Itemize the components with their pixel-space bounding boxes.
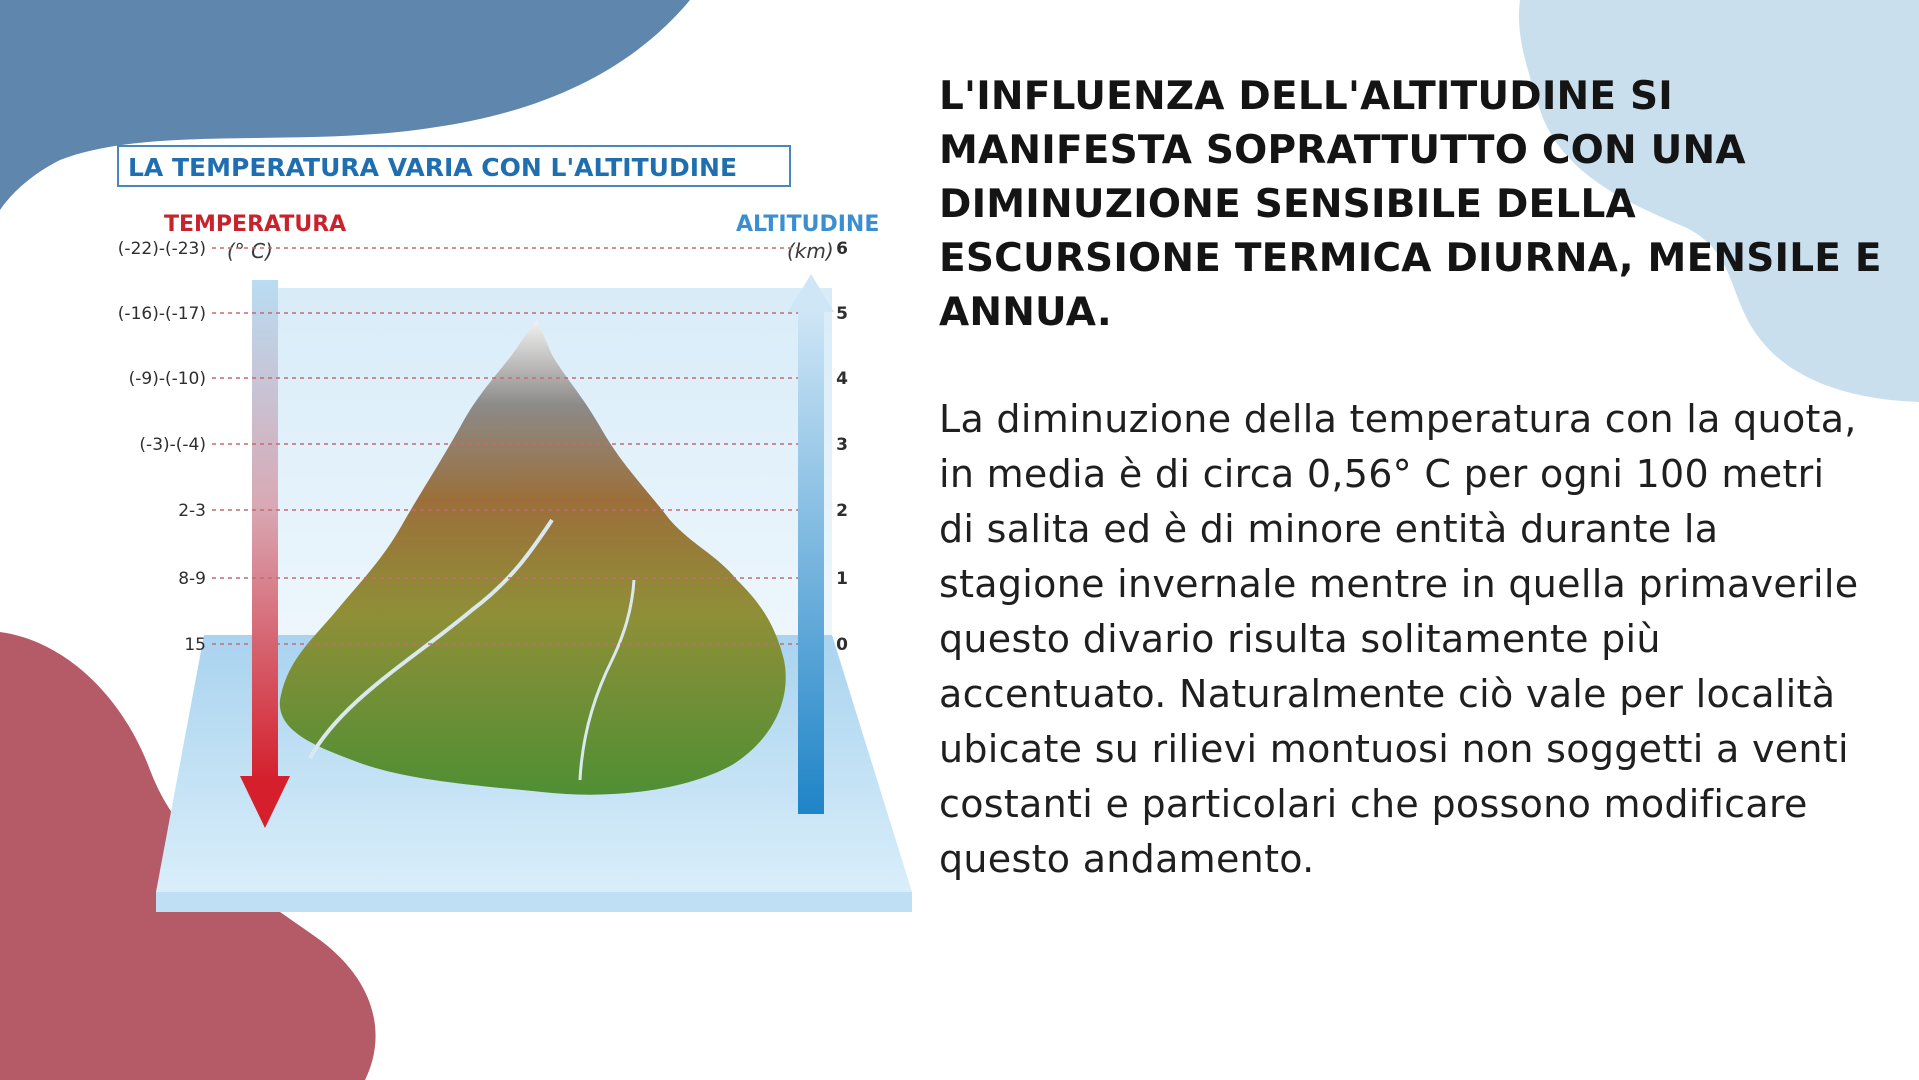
diagram-title: LA TEMPERATURA VARIA CON L'ALTITUDINE <box>128 153 738 182</box>
base-platform-edge <box>156 892 912 912</box>
temperature-tick-label: (-22)-(-23) <box>117 239 206 259</box>
temperature-tick-label: (-9)-(-10) <box>128 369 206 389</box>
temperature-unit: (° C) <box>227 239 273 263</box>
altitude-tick-label: 4 <box>836 369 848 389</box>
slide-heading: L'INFLUENZA DELL'ALTITUDINE SI MANIFESTA SOPRATTUTTO CON UNA DIMINUZIONE SENSIBILE DELLA ESCURSIONE TERMICA DIURNA, MENSILE E ANNUA. <box>939 74 1882 335</box>
altitude-tick-label: 0 <box>836 635 848 655</box>
altitude-tick-label: 1 <box>836 569 848 589</box>
temperature-tick-label: 8-9 <box>178 569 206 589</box>
temperature-label: TEMPERATURA <box>164 212 347 237</box>
temperature-tick-label: (-16)-(-17) <box>117 304 206 324</box>
altitude-tick-label: 3 <box>836 435 848 455</box>
altitude-label: ALTITUDINE <box>736 212 880 237</box>
altitude-tick-label: 2 <box>836 501 848 521</box>
temperature-arrow-bar <box>252 280 278 780</box>
text-column <box>939 70 1909 887</box>
altitude-unit: (km) <box>787 239 834 263</box>
temperature-tick-label: (-3)-(-4) <box>139 435 206 455</box>
temperature-tick-label: 15 <box>184 635 206 655</box>
temperature-tick-label: 2-3 <box>178 501 206 521</box>
altitude-tick-label: 6 <box>836 239 848 259</box>
altitude-arrow-bar <box>798 308 824 814</box>
slide-paragraph: La diminuzione della temperatura con la quota, in media è di circa 0,56° C per ogni 100 metri di salita ed è di minore entità durante la stagione invernale mentre in quella primaverile questo divario risulta solitamente più accentuato. Naturalmente ciò vale per località ubicate su rilievi montuosi non soggetti a venti costanti e particolari che possono modificare questo andamento. <box>939 397 1859 881</box>
altitude-tick-label: 5 <box>836 304 848 324</box>
altitude-temperature-diagram <box>112 140 922 940</box>
